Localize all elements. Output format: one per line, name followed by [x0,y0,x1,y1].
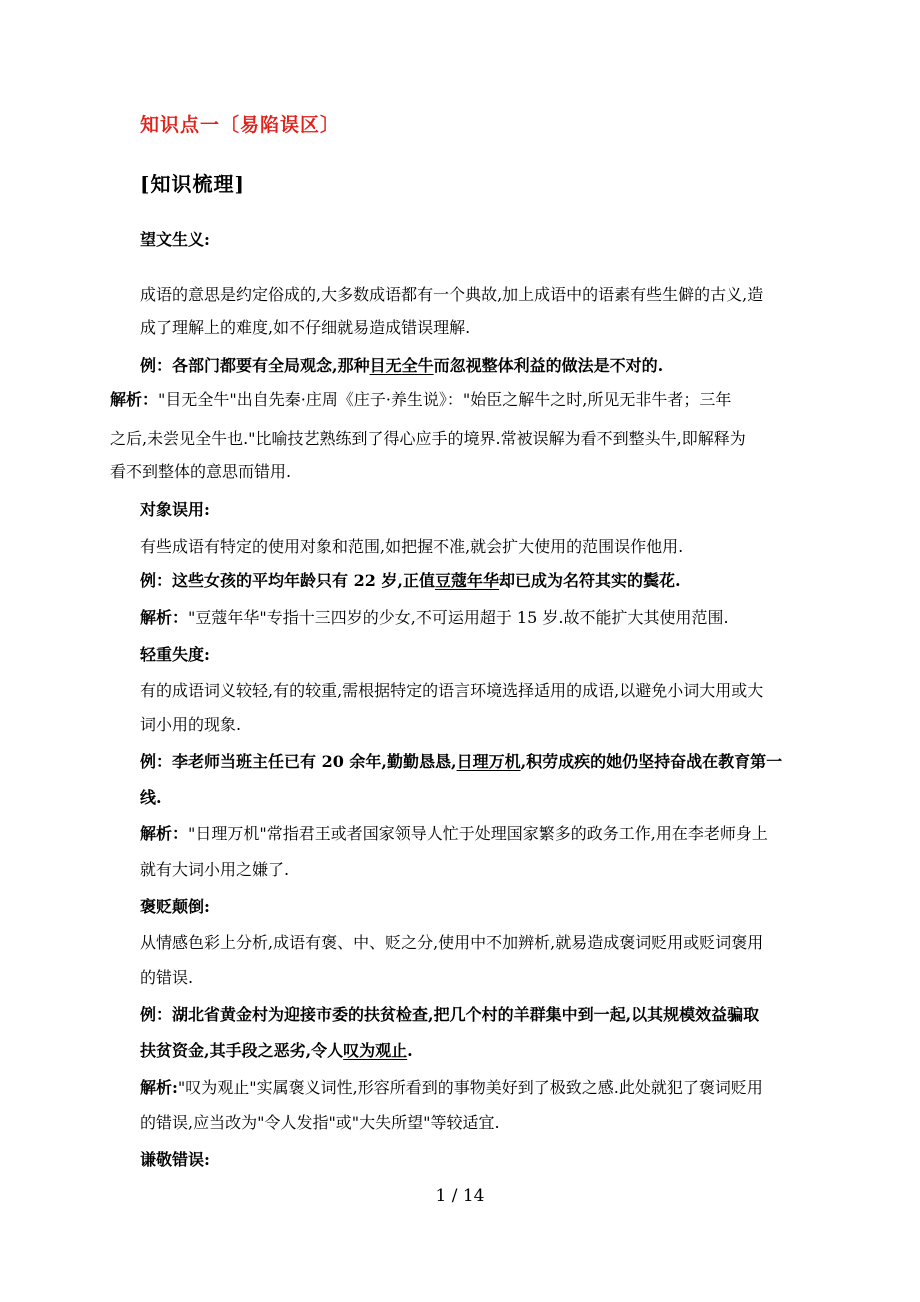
topic-label: 对象误用: [140,500,210,519]
analysis-line: 之后,未尝见全牛也."比喻技艺熟练到了得心应手的境界.常被误解为看不到整头牛,即解释为 [110,429,746,448]
paragraph-line: 词小用的现象. [140,715,242,734]
analysis-line: 就有大词小用之嫌了. [140,860,290,879]
analysis-label: 解析： [140,608,189,627]
idiom-highlight: 日理万机 [456,752,521,771]
example-sentence: 例：这些女孩的平均年龄只有 22 岁,正值豆蔻年华却已成为名符其实的鬓花. [140,571,681,590]
page-number: 1 / 14 [435,1186,485,1206]
example-sentence: 例：各部门都要有全局观念,那种目无全牛而忽视整体利益的做法是不对的. [140,356,664,375]
example-sentence: 例：李老师当班主任已有 20 余年,勤勤恳恳,日理万机,积劳成疾的她仍坚持奋战在教育第一 [140,752,783,771]
example-sentence: 扶贫资金,其手段之恶劣,令人叹为观止. [140,1041,413,1060]
paragraph-line: 成了理解上的难度,如不仔细就易造成错误理解. [140,318,471,337]
analysis-label: 解析： [140,824,189,843]
analysis-line: 解析："目无全牛"出自先秦·庄周《庄子·养生说》："始臣之解牛之时,所见无非牛者；三年 [110,390,732,409]
idiom-highlight: 叹为观止 [343,1041,408,1060]
analysis-line: 解析："日理万机"常指君王或者国家领导人忙于处理国家繁多的政务工作,用在李老师身上 [140,824,768,843]
analysis-line: 看不到整体的意思而错用. [110,462,292,481]
analysis-line: 的错误,应当改为"令人发指"或"大失所望"等较适宜. [140,1113,500,1132]
idiom-highlight: 豆蔻年华 [434,571,499,590]
example-sentence: 例：湖北省黄金村为迎接市委的扶贫检查,把几个村的羊群集中到一起,以其规模效益骗取 [140,1005,760,1024]
paragraph-line: 从情感色彩上分析,成语有褒、中、贬之分,使用中不加辨析,就易造成褒词贬用或贬词褒用 [140,933,764,952]
paragraph-line: 成语的意思是约定俗成的,大多数成语都有一个典故,加上成语中的语素有些生僻的古义,造 [140,285,764,304]
section-heading: [知识梳理] [140,172,245,196]
topic-label: 谦敬错误: [140,1150,210,1169]
idiom-highlight: 目无全牛 [369,356,434,375]
paragraph-line: 的错误. [140,968,194,987]
topic-label: 轻重失度: [140,645,210,664]
topic-label: 褒贬颠倒: [140,897,210,916]
analysis-line: 解析:"叹为观止"实属褒义词性,形容所看到的事物美好到了极致之感.此处就犯了褒词贬用 [140,1078,763,1097]
analysis-label: 解析： [110,390,159,409]
analysis-line: 解析："豆蔻年华"专指十三四岁的少女,不可运用超于 15 岁.故不能扩大其使用范围. [140,608,729,627]
paragraph-line: 有些成语有特定的使用对象和范围,如把握不准,就会扩大使用的范围误作他用. [140,537,684,556]
analysis-label: 解析: [140,1078,178,1097]
example-sentence: 线. [140,788,162,807]
heading-title: 知识点一〔易陷误区〕 [140,114,341,136]
paragraph-line: 有的成语词义较轻,有的较重,需根据特定的语言环境选择适用的成语,以避免小词大用或大 [140,681,764,700]
topic-label: 望文生义: [140,230,210,249]
